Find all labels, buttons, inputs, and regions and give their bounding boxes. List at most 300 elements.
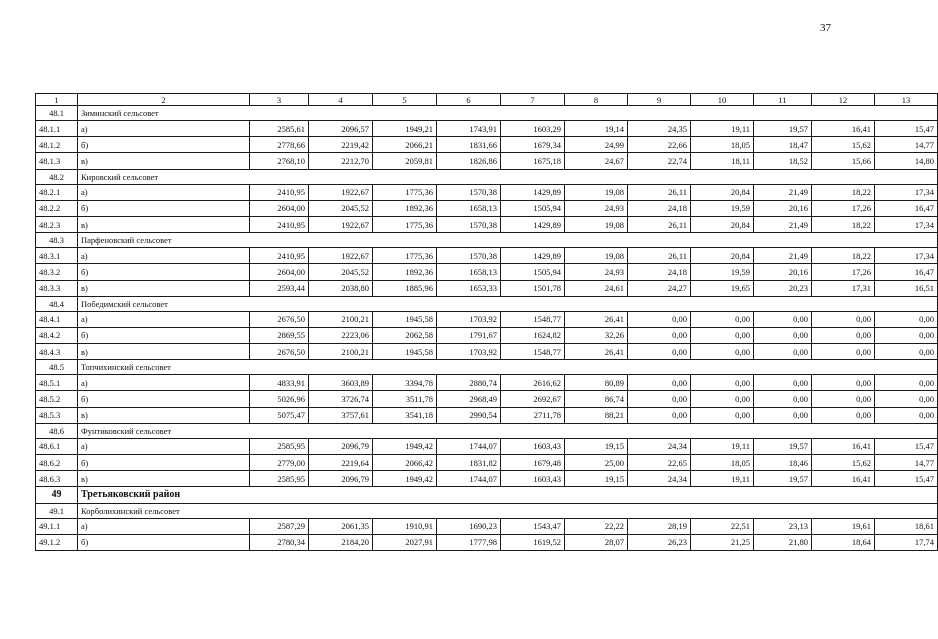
row-label: б) bbox=[78, 455, 250, 471]
value-cell: 1570,38 bbox=[437, 184, 501, 200]
value-cell: 2223,06 bbox=[309, 327, 373, 343]
value-cell: 2096,57 bbox=[309, 121, 373, 137]
value-cell: 3541,18 bbox=[373, 407, 437, 423]
value-cell: 1679,34 bbox=[501, 137, 565, 153]
value-cell: 24,27 bbox=[628, 280, 691, 296]
value-cell: 1548,77 bbox=[501, 344, 565, 360]
value-cell: 1775,36 bbox=[373, 216, 437, 232]
row-code: 48.5.2 bbox=[36, 391, 78, 407]
value-cell: 2587,29 bbox=[250, 518, 309, 534]
value-cell: 1922,67 bbox=[309, 248, 373, 264]
value-cell: 2616,62 bbox=[501, 375, 565, 391]
row-code: 48.4.3 bbox=[36, 344, 78, 360]
value-cell: 1892,36 bbox=[373, 264, 437, 280]
value-cell: 17,34 bbox=[875, 216, 938, 232]
section-name: Победимский сельсовет bbox=[78, 296, 938, 311]
value-cell: 23,13 bbox=[754, 518, 812, 534]
row-label: б) bbox=[78, 137, 250, 153]
value-cell: 1570,38 bbox=[437, 216, 501, 232]
row-label: а) bbox=[78, 248, 250, 264]
header-cell: 6 bbox=[437, 94, 501, 106]
table-row bbox=[36, 438, 938, 454]
row-code: 48.5.1 bbox=[36, 375, 78, 391]
value-cell: 2410,95 bbox=[250, 216, 309, 232]
section-row bbox=[36, 423, 938, 438]
table-row bbox=[36, 264, 938, 280]
value-cell: 21,49 bbox=[754, 248, 812, 264]
value-cell: 16,47 bbox=[875, 264, 938, 280]
value-cell: 18,47 bbox=[754, 137, 812, 153]
value-cell: 18,64 bbox=[812, 534, 875, 550]
value-cell: 15,47 bbox=[875, 471, 938, 487]
value-cell: 1679,48 bbox=[501, 455, 565, 471]
value-cell: 0,00 bbox=[875, 391, 938, 407]
section-code: 48.1 bbox=[36, 106, 78, 121]
table-row bbox=[36, 327, 938, 343]
table-row bbox=[36, 375, 938, 391]
value-cell: 0,00 bbox=[754, 407, 812, 423]
value-cell: 1548,77 bbox=[501, 311, 565, 327]
value-cell: 16,47 bbox=[875, 200, 938, 216]
value-cell: 1777,98 bbox=[437, 534, 501, 550]
value-cell: 20,84 bbox=[691, 216, 754, 232]
row-code: 48.4.1 bbox=[36, 311, 78, 327]
value-cell: 2676,50 bbox=[250, 311, 309, 327]
section-name: Парфеновский сельсовет bbox=[78, 233, 938, 248]
value-cell: 19,11 bbox=[691, 438, 754, 454]
value-cell: 86,74 bbox=[565, 391, 628, 407]
value-cell: 2062,58 bbox=[373, 327, 437, 343]
value-cell: 14,80 bbox=[875, 153, 938, 169]
table-row bbox=[36, 280, 938, 296]
value-cell: 2990,54 bbox=[437, 407, 501, 423]
table-row bbox=[36, 471, 938, 487]
value-cell: 3757,61 bbox=[309, 407, 373, 423]
value-cell: 2212,70 bbox=[309, 153, 373, 169]
value-cell: 2096,79 bbox=[309, 438, 373, 454]
row-label: б) bbox=[78, 200, 250, 216]
value-cell: 1653,33 bbox=[437, 280, 501, 296]
value-cell: 1910,91 bbox=[373, 518, 437, 534]
row-code: 48.3.1 bbox=[36, 248, 78, 264]
value-cell: 2779,00 bbox=[250, 455, 309, 471]
value-cell: 2593,44 bbox=[250, 280, 309, 296]
value-cell: 0,00 bbox=[628, 344, 691, 360]
district-name: Третьяковский район bbox=[78, 487, 938, 503]
value-cell: 19,65 bbox=[691, 280, 754, 296]
table-row bbox=[36, 200, 938, 216]
section-name: Зиминский сельсовет bbox=[78, 106, 938, 121]
header-cell: 10 bbox=[691, 94, 754, 106]
value-cell: 2604,00 bbox=[250, 200, 309, 216]
value-cell: 17,26 bbox=[812, 200, 875, 216]
value-cell: 0,00 bbox=[812, 311, 875, 327]
table-row bbox=[36, 455, 938, 471]
value-cell: 1831,66 bbox=[437, 137, 501, 153]
value-cell: 25,00 bbox=[565, 455, 628, 471]
value-cell: 19,08 bbox=[565, 184, 628, 200]
row-label: б) bbox=[78, 391, 250, 407]
value-cell: 19,15 bbox=[565, 438, 628, 454]
section-code: 48.3 bbox=[36, 233, 78, 248]
row-label: в) bbox=[78, 471, 250, 487]
value-cell: 15,62 bbox=[812, 137, 875, 153]
value-cell: 1775,36 bbox=[373, 184, 437, 200]
page-number: 37 bbox=[820, 22, 831, 34]
value-cell: 2410,95 bbox=[250, 248, 309, 264]
row-label: а) bbox=[78, 438, 250, 454]
table-row bbox=[36, 137, 938, 153]
header-cell: 9 bbox=[628, 94, 691, 106]
value-cell: 19,61 bbox=[812, 518, 875, 534]
value-cell: 1603,43 bbox=[501, 471, 565, 487]
value-cell: 2585,61 bbox=[250, 121, 309, 137]
value-cell: 2880,74 bbox=[437, 375, 501, 391]
value-cell: 3726,74 bbox=[309, 391, 373, 407]
value-cell: 0,00 bbox=[875, 407, 938, 423]
value-cell: 1624,82 bbox=[501, 327, 565, 343]
value-cell: 0,00 bbox=[691, 311, 754, 327]
value-cell: 1743,91 bbox=[437, 121, 501, 137]
header-cell: 3 bbox=[250, 94, 309, 106]
value-cell: 0,00 bbox=[754, 375, 812, 391]
table-row bbox=[36, 184, 938, 200]
value-cell: 19,14 bbox=[565, 121, 628, 137]
value-cell: 24,34 bbox=[628, 471, 691, 487]
row-code: 48.6.3 bbox=[36, 471, 78, 487]
value-cell: 2066,42 bbox=[373, 455, 437, 471]
value-cell: 2027,91 bbox=[373, 534, 437, 550]
row-label: в) bbox=[78, 344, 250, 360]
section-name: Корболихинский сельсовет bbox=[78, 503, 938, 518]
section-row bbox=[36, 106, 938, 121]
value-cell: 1791,67 bbox=[437, 327, 501, 343]
row-label: в) bbox=[78, 153, 250, 169]
value-cell: 2780,34 bbox=[250, 534, 309, 550]
table-row bbox=[36, 518, 938, 534]
value-cell: 18,61 bbox=[875, 518, 938, 534]
value-cell: 17,34 bbox=[875, 184, 938, 200]
value-cell: 14,77 bbox=[875, 137, 938, 153]
value-cell: 1690,23 bbox=[437, 518, 501, 534]
value-cell: 2096,79 bbox=[309, 471, 373, 487]
row-code: 48.6.2 bbox=[36, 455, 78, 471]
value-cell: 26,11 bbox=[628, 248, 691, 264]
value-cell: 5026,96 bbox=[250, 391, 309, 407]
section-code: 48.4 bbox=[36, 296, 78, 311]
value-cell: 0,00 bbox=[754, 311, 812, 327]
table-row bbox=[36, 153, 938, 169]
value-cell: 24,34 bbox=[628, 438, 691, 454]
value-cell: 0,00 bbox=[691, 407, 754, 423]
value-cell: 32,26 bbox=[565, 327, 628, 343]
value-cell: 18,22 bbox=[812, 248, 875, 264]
value-cell: 2059,81 bbox=[373, 153, 437, 169]
value-cell: 24,93 bbox=[565, 200, 628, 216]
value-cell: 1945,58 bbox=[373, 344, 437, 360]
section-name: Топчихинский сельсовет bbox=[78, 360, 938, 375]
value-cell: 2768,10 bbox=[250, 153, 309, 169]
table-row bbox=[36, 391, 938, 407]
value-cell: 2100,21 bbox=[309, 311, 373, 327]
value-cell: 15,66 bbox=[812, 153, 875, 169]
section-row bbox=[36, 296, 938, 311]
value-cell: 17,26 bbox=[812, 264, 875, 280]
value-cell: 24,93 bbox=[565, 264, 628, 280]
value-cell: 5075,47 bbox=[250, 407, 309, 423]
value-cell: 1429,89 bbox=[501, 248, 565, 264]
value-cell: 20,84 bbox=[691, 184, 754, 200]
row-label: б) bbox=[78, 534, 250, 550]
row-code: 48.2.3 bbox=[36, 216, 78, 232]
row-code: 48.1.1 bbox=[36, 121, 78, 137]
value-cell: 3511,78 bbox=[373, 391, 437, 407]
value-cell: 1501,78 bbox=[501, 280, 565, 296]
row-code: 49.1.2 bbox=[36, 534, 78, 550]
header-cell: 5 bbox=[373, 94, 437, 106]
table-row bbox=[36, 534, 938, 550]
value-cell: 1744,07 bbox=[437, 438, 501, 454]
value-cell: 16,41 bbox=[812, 121, 875, 137]
row-code: 49.1.1 bbox=[36, 518, 78, 534]
value-cell: 2778,66 bbox=[250, 137, 309, 153]
value-cell: 1826,86 bbox=[437, 153, 501, 169]
section-row bbox=[36, 360, 938, 375]
row-label: а) bbox=[78, 184, 250, 200]
value-cell: 1744,07 bbox=[437, 471, 501, 487]
value-cell: 26,11 bbox=[628, 184, 691, 200]
value-cell: 4833,91 bbox=[250, 375, 309, 391]
value-cell: 19,11 bbox=[691, 121, 754, 137]
value-cell: 20,16 bbox=[754, 200, 812, 216]
value-cell: 22,66 bbox=[628, 137, 691, 153]
value-cell: 19,08 bbox=[565, 248, 628, 264]
value-cell: 2219,64 bbox=[309, 455, 373, 471]
value-cell: 0,00 bbox=[691, 327, 754, 343]
header-cell: 2 bbox=[78, 94, 250, 106]
value-cell: 1945,58 bbox=[373, 311, 437, 327]
value-cell: 1949,42 bbox=[373, 438, 437, 454]
value-cell: 2045,52 bbox=[309, 264, 373, 280]
row-label: а) bbox=[78, 518, 250, 534]
header-cell: 13 bbox=[875, 94, 938, 106]
value-cell: 0,00 bbox=[628, 407, 691, 423]
value-cell: 1885,96 bbox=[373, 280, 437, 296]
value-cell: 2045,52 bbox=[309, 200, 373, 216]
header-cell: 12 bbox=[812, 94, 875, 106]
value-cell: 15,47 bbox=[875, 438, 938, 454]
value-cell: 22,74 bbox=[628, 153, 691, 169]
value-cell: 2066,21 bbox=[373, 137, 437, 153]
value-cell: 1949,21 bbox=[373, 121, 437, 137]
value-cell: 1922,67 bbox=[309, 184, 373, 200]
column-number-header bbox=[36, 94, 938, 106]
value-cell: 1675,18 bbox=[501, 153, 565, 169]
row-label: в) bbox=[78, 216, 250, 232]
value-cell: 2869,55 bbox=[250, 327, 309, 343]
table-body bbox=[36, 94, 938, 551]
value-cell: 19,59 bbox=[691, 264, 754, 280]
value-cell: 1892,36 bbox=[373, 200, 437, 216]
value-cell: 20,84 bbox=[691, 248, 754, 264]
value-cell: 18,46 bbox=[754, 455, 812, 471]
row-label: а) bbox=[78, 121, 250, 137]
value-cell: 19,08 bbox=[565, 216, 628, 232]
value-cell: 1949,42 bbox=[373, 471, 437, 487]
value-cell: 2061,35 bbox=[309, 518, 373, 534]
row-code: 48.1.2 bbox=[36, 137, 78, 153]
value-cell: 1775,36 bbox=[373, 248, 437, 264]
row-code: 48.3.3 bbox=[36, 280, 78, 296]
row-label: в) bbox=[78, 407, 250, 423]
value-cell: 21,80 bbox=[754, 534, 812, 550]
value-cell: 0,00 bbox=[875, 311, 938, 327]
value-cell: 24,18 bbox=[628, 264, 691, 280]
section-code: 49.1 bbox=[36, 503, 78, 518]
value-cell: 18,22 bbox=[812, 216, 875, 232]
header-cell: 4 bbox=[309, 94, 373, 106]
value-cell: 2604,00 bbox=[250, 264, 309, 280]
value-cell: 0,00 bbox=[754, 391, 812, 407]
value-cell: 21,49 bbox=[754, 184, 812, 200]
value-cell: 0,00 bbox=[812, 391, 875, 407]
value-cell: 2676,50 bbox=[250, 344, 309, 360]
table-row bbox=[36, 216, 938, 232]
value-cell: 18,22 bbox=[812, 184, 875, 200]
value-cell: 26,11 bbox=[628, 216, 691, 232]
value-cell: 24,67 bbox=[565, 153, 628, 169]
value-cell: 24,61 bbox=[565, 280, 628, 296]
district-code: 49 bbox=[36, 487, 78, 503]
value-cell: 0,00 bbox=[754, 327, 812, 343]
section-name: Кировский сельсовет bbox=[78, 169, 938, 184]
table-row bbox=[36, 344, 938, 360]
value-cell: 26,23 bbox=[628, 534, 691, 550]
value-cell: 1703,92 bbox=[437, 311, 501, 327]
value-cell: 18,05 bbox=[691, 455, 754, 471]
value-cell: 1619,52 bbox=[501, 534, 565, 550]
value-cell: 0,00 bbox=[875, 344, 938, 360]
value-cell: 26,41 bbox=[565, 344, 628, 360]
value-cell: 18,52 bbox=[754, 153, 812, 169]
value-cell: 2711,78 bbox=[501, 407, 565, 423]
value-cell: 1505,94 bbox=[501, 264, 565, 280]
value-cell: 2219,42 bbox=[309, 137, 373, 153]
value-cell: 24,99 bbox=[565, 137, 628, 153]
row-code: 48.1.3 bbox=[36, 153, 78, 169]
value-cell: 2100,21 bbox=[309, 344, 373, 360]
value-cell: 22,22 bbox=[565, 518, 628, 534]
value-cell: 2585,95 bbox=[250, 438, 309, 454]
value-cell: 1603,43 bbox=[501, 438, 565, 454]
value-cell: 20,23 bbox=[754, 280, 812, 296]
value-cell: 21,25 bbox=[691, 534, 754, 550]
table-row bbox=[36, 407, 938, 423]
value-cell: 16,51 bbox=[875, 280, 938, 296]
value-cell: 14,77 bbox=[875, 455, 938, 471]
section-row bbox=[36, 503, 938, 518]
row-label: а) bbox=[78, 375, 250, 391]
value-cell: 0,00 bbox=[628, 311, 691, 327]
value-cell: 17,31 bbox=[812, 280, 875, 296]
table-row bbox=[36, 248, 938, 264]
value-cell: 2038,80 bbox=[309, 280, 373, 296]
value-cell: 20,16 bbox=[754, 264, 812, 280]
value-cell: 17,34 bbox=[875, 248, 938, 264]
value-cell: 1658,13 bbox=[437, 200, 501, 216]
value-cell: 1543,47 bbox=[501, 518, 565, 534]
value-cell: 0,00 bbox=[754, 344, 812, 360]
table-row bbox=[36, 121, 938, 137]
tariff-table bbox=[35, 93, 938, 551]
section-code: 48.6 bbox=[36, 423, 78, 438]
value-cell: 15,47 bbox=[875, 121, 938, 137]
value-cell: 0,00 bbox=[628, 391, 691, 407]
row-code: 48.6.1 bbox=[36, 438, 78, 454]
header-cell: 11 bbox=[754, 94, 812, 106]
value-cell: 1831,82 bbox=[437, 455, 501, 471]
section-name: Фунтиковский сельсовет bbox=[78, 423, 938, 438]
value-cell: 28,07 bbox=[565, 534, 628, 550]
district-row bbox=[36, 487, 938, 503]
value-cell: 22,51 bbox=[691, 518, 754, 534]
value-cell: 16,41 bbox=[812, 438, 875, 454]
value-cell: 3603,89 bbox=[309, 375, 373, 391]
value-cell: 1570,38 bbox=[437, 248, 501, 264]
value-cell: 22,65 bbox=[628, 455, 691, 471]
value-cell: 2968,49 bbox=[437, 391, 501, 407]
row-label: б) bbox=[78, 327, 250, 343]
section-code: 48.2 bbox=[36, 169, 78, 184]
value-cell: 88,21 bbox=[565, 407, 628, 423]
value-cell: 0,00 bbox=[875, 327, 938, 343]
value-cell: 28,19 bbox=[628, 518, 691, 534]
value-cell: 18,05 bbox=[691, 137, 754, 153]
value-cell: 15,62 bbox=[812, 455, 875, 471]
section-code: 48.5 bbox=[36, 360, 78, 375]
value-cell: 21,49 bbox=[754, 216, 812, 232]
value-cell: 19,15 bbox=[565, 471, 628, 487]
value-cell: 0,00 bbox=[812, 344, 875, 360]
header-cell: 8 bbox=[565, 94, 628, 106]
row-code: 48.4.2 bbox=[36, 327, 78, 343]
value-cell: 0,00 bbox=[812, 407, 875, 423]
value-cell: 3394,78 bbox=[373, 375, 437, 391]
value-cell: 0,00 bbox=[691, 391, 754, 407]
value-cell: 24,35 bbox=[628, 121, 691, 137]
value-cell: 2184,20 bbox=[309, 534, 373, 550]
value-cell: 0,00 bbox=[812, 375, 875, 391]
value-cell: 2585,95 bbox=[250, 471, 309, 487]
value-cell: 1429,89 bbox=[501, 216, 565, 232]
row-label: б) bbox=[78, 264, 250, 280]
value-cell: 2692,67 bbox=[501, 391, 565, 407]
value-cell: 1505,94 bbox=[501, 200, 565, 216]
value-cell: 1429,89 bbox=[501, 184, 565, 200]
value-cell: 19,57 bbox=[754, 121, 812, 137]
value-cell: 16,41 bbox=[812, 471, 875, 487]
value-cell: 26,41 bbox=[565, 311, 628, 327]
header-cell: 7 bbox=[501, 94, 565, 106]
value-cell: 0,00 bbox=[628, 375, 691, 391]
value-cell: 1603,29 bbox=[501, 121, 565, 137]
value-cell: 0,00 bbox=[812, 327, 875, 343]
header-cell: 1 bbox=[36, 94, 78, 106]
section-row bbox=[36, 169, 938, 184]
value-cell: 2410,95 bbox=[250, 184, 309, 200]
row-code: 48.2.2 bbox=[36, 200, 78, 216]
value-cell: 19,11 bbox=[691, 471, 754, 487]
